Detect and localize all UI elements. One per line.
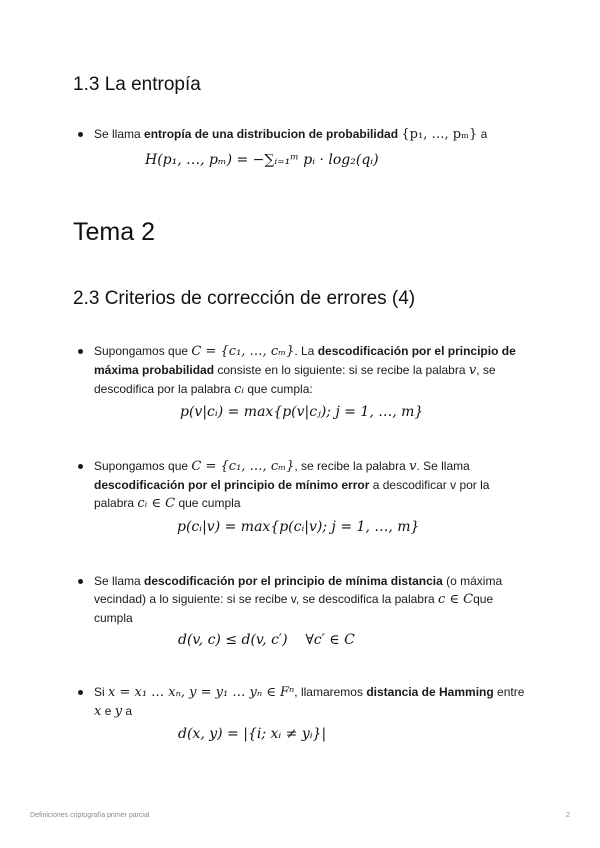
text-span: que cumpla [94,592,494,625]
text-span: , se recibe la palabra [294,459,406,473]
math-inline: v [468,363,477,378]
text-span: a [125,704,133,718]
bullet-dot [78,579,83,584]
text-span: , se descodifica por la palabra [94,363,496,396]
entropy-formula: H(p₁, …, pₘ) = −∑ᵢ₌₁ᵐ pᵢ · log₂(qᵢ) [145,152,379,168]
bullet-dot [78,132,83,137]
section-heading-entropia: 1.3 La entropía [73,74,201,95]
chapter-heading: Tema 2 [73,218,155,246]
text-span: que cumpla [178,496,241,510]
text-span: a descodificar v por la palabra [94,478,490,510]
text-span: a [480,127,488,141]
text-span: que cumpla: [247,382,313,396]
math-inline: C = {c₁, …, cₘ} [191,459,295,474]
text-span: , llamaremos [294,685,363,699]
min-error-formula: p(cᵢ|v) = max{p(cᵢ|v); j = 1, …, m} [177,519,420,535]
text-span: . La [294,344,315,358]
math-inline: c ∈ C [437,592,474,607]
bold-term: descodificación por el principio de mínimo error [94,478,370,492]
math-inline: {p₁, …, pₘ} [401,127,478,142]
text-span: Supongamos que [94,459,189,473]
max-probability-definition [94,342,530,399]
math-inline: y [114,704,123,719]
text-span: (o máxima vecindad) a lo siguiente: si se recibe v, se descodifica la palabra [94,574,503,606]
bold-term: descodificación por el principio de máxima probabilidad [94,344,516,377]
math-inline: x = x₁ … xₙ, y = y₁ … yₙ ∈ Fⁿ [108,685,295,700]
text-span: . Se llama [416,459,470,473]
min-error-definition [94,457,530,513]
text-span: Se llama [94,574,141,588]
math-inline: v [409,459,417,474]
footer-title: Definiciones criptografía primer parcial [30,812,150,819]
math-inline: cᵢ [234,382,245,397]
math-inline: C = {c₁, …, cₘ} [191,344,295,359]
max-probability-formula: p(v|cᵢ) = max{p(v|cⱼ); j = 1, …, m} [180,404,424,420]
text-span: entre [497,685,525,699]
text-span: e [104,704,112,718]
bold-term: descodificación por el principio de mínima distancia [144,574,443,588]
bullet-dot [78,464,83,469]
bullet-dot [78,349,83,354]
math-inline: cᵢ ∈ C [137,496,176,511]
page-number: 2 [566,812,570,819]
hamming-definition [94,683,530,721]
entropy-definition [94,125,530,144]
text-span: Si [94,685,105,699]
min-distance-definition [94,572,530,627]
bold-term: distancia de Hamming [366,685,494,699]
bold-term: entropía de una distribucion de probabilidad [144,127,399,141]
min-distance-formula: d(v, c) ≤ d(v, c′) ∀c′ ∈ C [178,632,355,648]
section-heading-criterios: 2.3 Criterios de corrección de errores (4) [73,288,416,309]
math-inline: x [94,704,102,719]
bullet-dot [78,690,83,695]
text-span: Se llama [94,127,141,141]
text-span: consiste en lo siguiente: si se recibe la palabra [217,363,466,377]
hamming-formula: d(x, y) = |{i; xᵢ ≠ yᵢ}| [178,726,327,742]
text-span: Supongamos que [94,344,189,358]
